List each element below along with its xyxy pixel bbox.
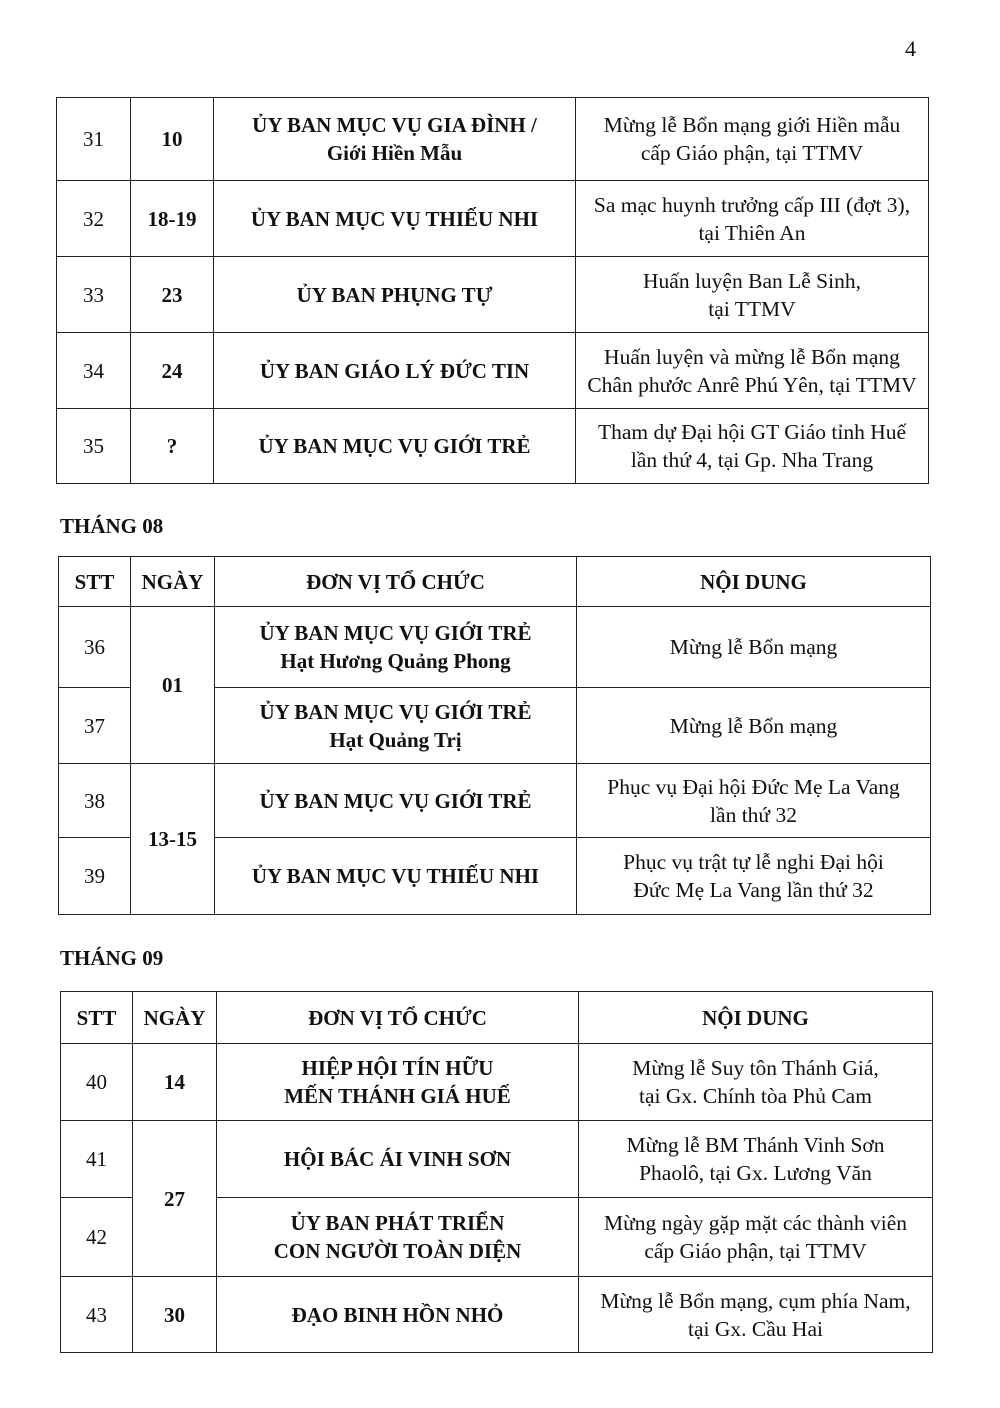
unit-cell: HIỆP HỘI TÍN HỮU MẾN THÁNH GIÁ HUẾ xyxy=(217,1044,579,1121)
table-row xyxy=(57,333,929,409)
unit-cell: ỦY BAN MỤC VỤ GIỚI TRẺ xyxy=(215,764,577,838)
section-title-september: THÁNG 09 xyxy=(60,946,164,970)
table-header-row xyxy=(59,557,931,607)
table-row xyxy=(57,98,929,181)
stt-cell: 31 xyxy=(57,98,131,181)
content-cell: Huấn luyện Ban Lễ Sinh, tại TTMV xyxy=(576,257,929,333)
unit-cell: ỦY BAN PHÁT TRIỂN CON NGƯỜI TOÀN DIỆN xyxy=(217,1198,579,1277)
unit-cell: ỦY BAN MỤC VỤ THIẾU NHI xyxy=(215,838,577,915)
section-title-august: THÁNG 08 xyxy=(60,514,164,538)
stt-cell: 37 xyxy=(59,688,131,764)
page-number: 4 xyxy=(905,36,916,61)
stt-cell: 42 xyxy=(61,1198,133,1277)
stt-cell: 40 xyxy=(61,1044,133,1121)
schedule-table-september xyxy=(60,991,933,1353)
content-cell: Mừng ngày gặp mặt các thành viên cấp Giáo phận, tại TTMV xyxy=(579,1198,933,1277)
schedule-table-july xyxy=(56,97,929,484)
stt-cell: 32 xyxy=(57,181,131,257)
table-row xyxy=(61,1121,933,1198)
table-row xyxy=(57,409,929,484)
content-cell: Huấn luyện và mừng lễ Bổn mạng Chân phước Anrê Phú Yên, tại TTMV xyxy=(576,333,929,409)
schedule-table-august xyxy=(58,556,931,915)
table-row xyxy=(59,764,931,838)
day-cell: 30 xyxy=(133,1277,217,1353)
stt-cell: 39 xyxy=(59,838,131,915)
stt-cell: 36 xyxy=(59,607,131,688)
header-stt: STT xyxy=(59,557,131,607)
day-cell: 10 xyxy=(131,98,214,181)
day-cell: 23 xyxy=(131,257,214,333)
content-cell: Sa mạc huynh trưởng cấp III (đợt 3), tại Thiên An xyxy=(576,181,929,257)
header-day: NGÀY xyxy=(133,992,217,1044)
content-cell: Phục vụ trật tự lễ nghi Đại hội Đức Mẹ La Vang lần thứ 32 xyxy=(577,838,931,915)
table-row xyxy=(61,1277,933,1353)
unit-cell: HỘI BÁC ÁI VINH SƠN xyxy=(217,1121,579,1198)
stt-cell: 34 xyxy=(57,333,131,409)
header-day: NGÀY xyxy=(131,557,215,607)
content-cell: Mừng lễ Bổn mạng giới Hiền mẫu cấp Giáo phận, tại TTMV xyxy=(576,98,929,181)
content-cell: Phục vụ Đại hội Đức Mẹ La Vang lần thứ 32 xyxy=(577,764,931,838)
header-stt: STT xyxy=(61,992,133,1044)
unit-cell: ỦY BAN MỤC VỤ GIỚI TRẺ xyxy=(214,409,576,484)
day-cell: ? xyxy=(131,409,214,484)
day-cell: 18-19 xyxy=(131,181,214,257)
table-row xyxy=(59,607,931,688)
unit-cell: ĐẠO BINH HỒN NHỎ xyxy=(217,1277,579,1353)
unit-cell: ỦY BAN GIÁO LÝ ĐỨC TIN xyxy=(214,333,576,409)
day-cell: 24 xyxy=(131,333,214,409)
table-row xyxy=(57,181,929,257)
day-cell: 13-15 xyxy=(131,764,215,915)
table-header-row xyxy=(61,992,933,1044)
header-content: NỘI DUNG xyxy=(579,992,933,1044)
unit-cell: ỦY BAN MỤC VỤ GIỚI TRẺ Hạt Hương Quảng Phong xyxy=(215,607,577,688)
content-cell: Mừng lễ Suy tôn Thánh Giá, tại Gx. Chính tòa Phủ Cam xyxy=(579,1044,933,1121)
header-unit: ĐƠN VỊ TỔ CHỨC xyxy=(217,992,579,1044)
content-cell: Mừng lễ Bổn mạng xyxy=(577,688,931,764)
content-cell: Tham dự Đại hội GT Giáo tỉnh Huế lần thứ 4, tại Gp. Nha Trang xyxy=(576,409,929,484)
stt-cell: 43 xyxy=(61,1277,133,1353)
content-cell: Mừng lễ Bổn mạng, cụm phía Nam, tại Gx. Cầu Hai xyxy=(579,1277,933,1353)
unit-cell: ỦY BAN MỤC VỤ GIỚI TRẺ Hạt Quảng Trị xyxy=(215,688,577,764)
stt-cell: 38 xyxy=(59,764,131,838)
table-row xyxy=(61,1044,933,1121)
unit-cell: ỦY BAN PHỤNG TỰ xyxy=(214,257,576,333)
header-content: NỘI DUNG xyxy=(577,557,931,607)
unit-cell: ỦY BAN MỤC VỤ THIẾU NHI xyxy=(214,181,576,257)
day-cell: 01 xyxy=(131,607,215,764)
stt-cell: 41 xyxy=(61,1121,133,1198)
day-cell: 14 xyxy=(133,1044,217,1121)
content-cell: Mừng lễ Bổn mạng xyxy=(577,607,931,688)
stt-cell: 33 xyxy=(57,257,131,333)
unit-cell: ỦY BAN MỤC VỤ GIA ĐÌNH / Giới Hiền Mẫu xyxy=(214,98,576,181)
table-row xyxy=(57,257,929,333)
header-unit: ĐƠN VỊ TỔ CHỨC xyxy=(215,557,577,607)
day-cell: 27 xyxy=(133,1121,217,1277)
stt-cell: 35 xyxy=(57,409,131,484)
content-cell: Mừng lễ BM Thánh Vinh Sơn Phaolô, tại Gx. Lương Văn xyxy=(579,1121,933,1198)
